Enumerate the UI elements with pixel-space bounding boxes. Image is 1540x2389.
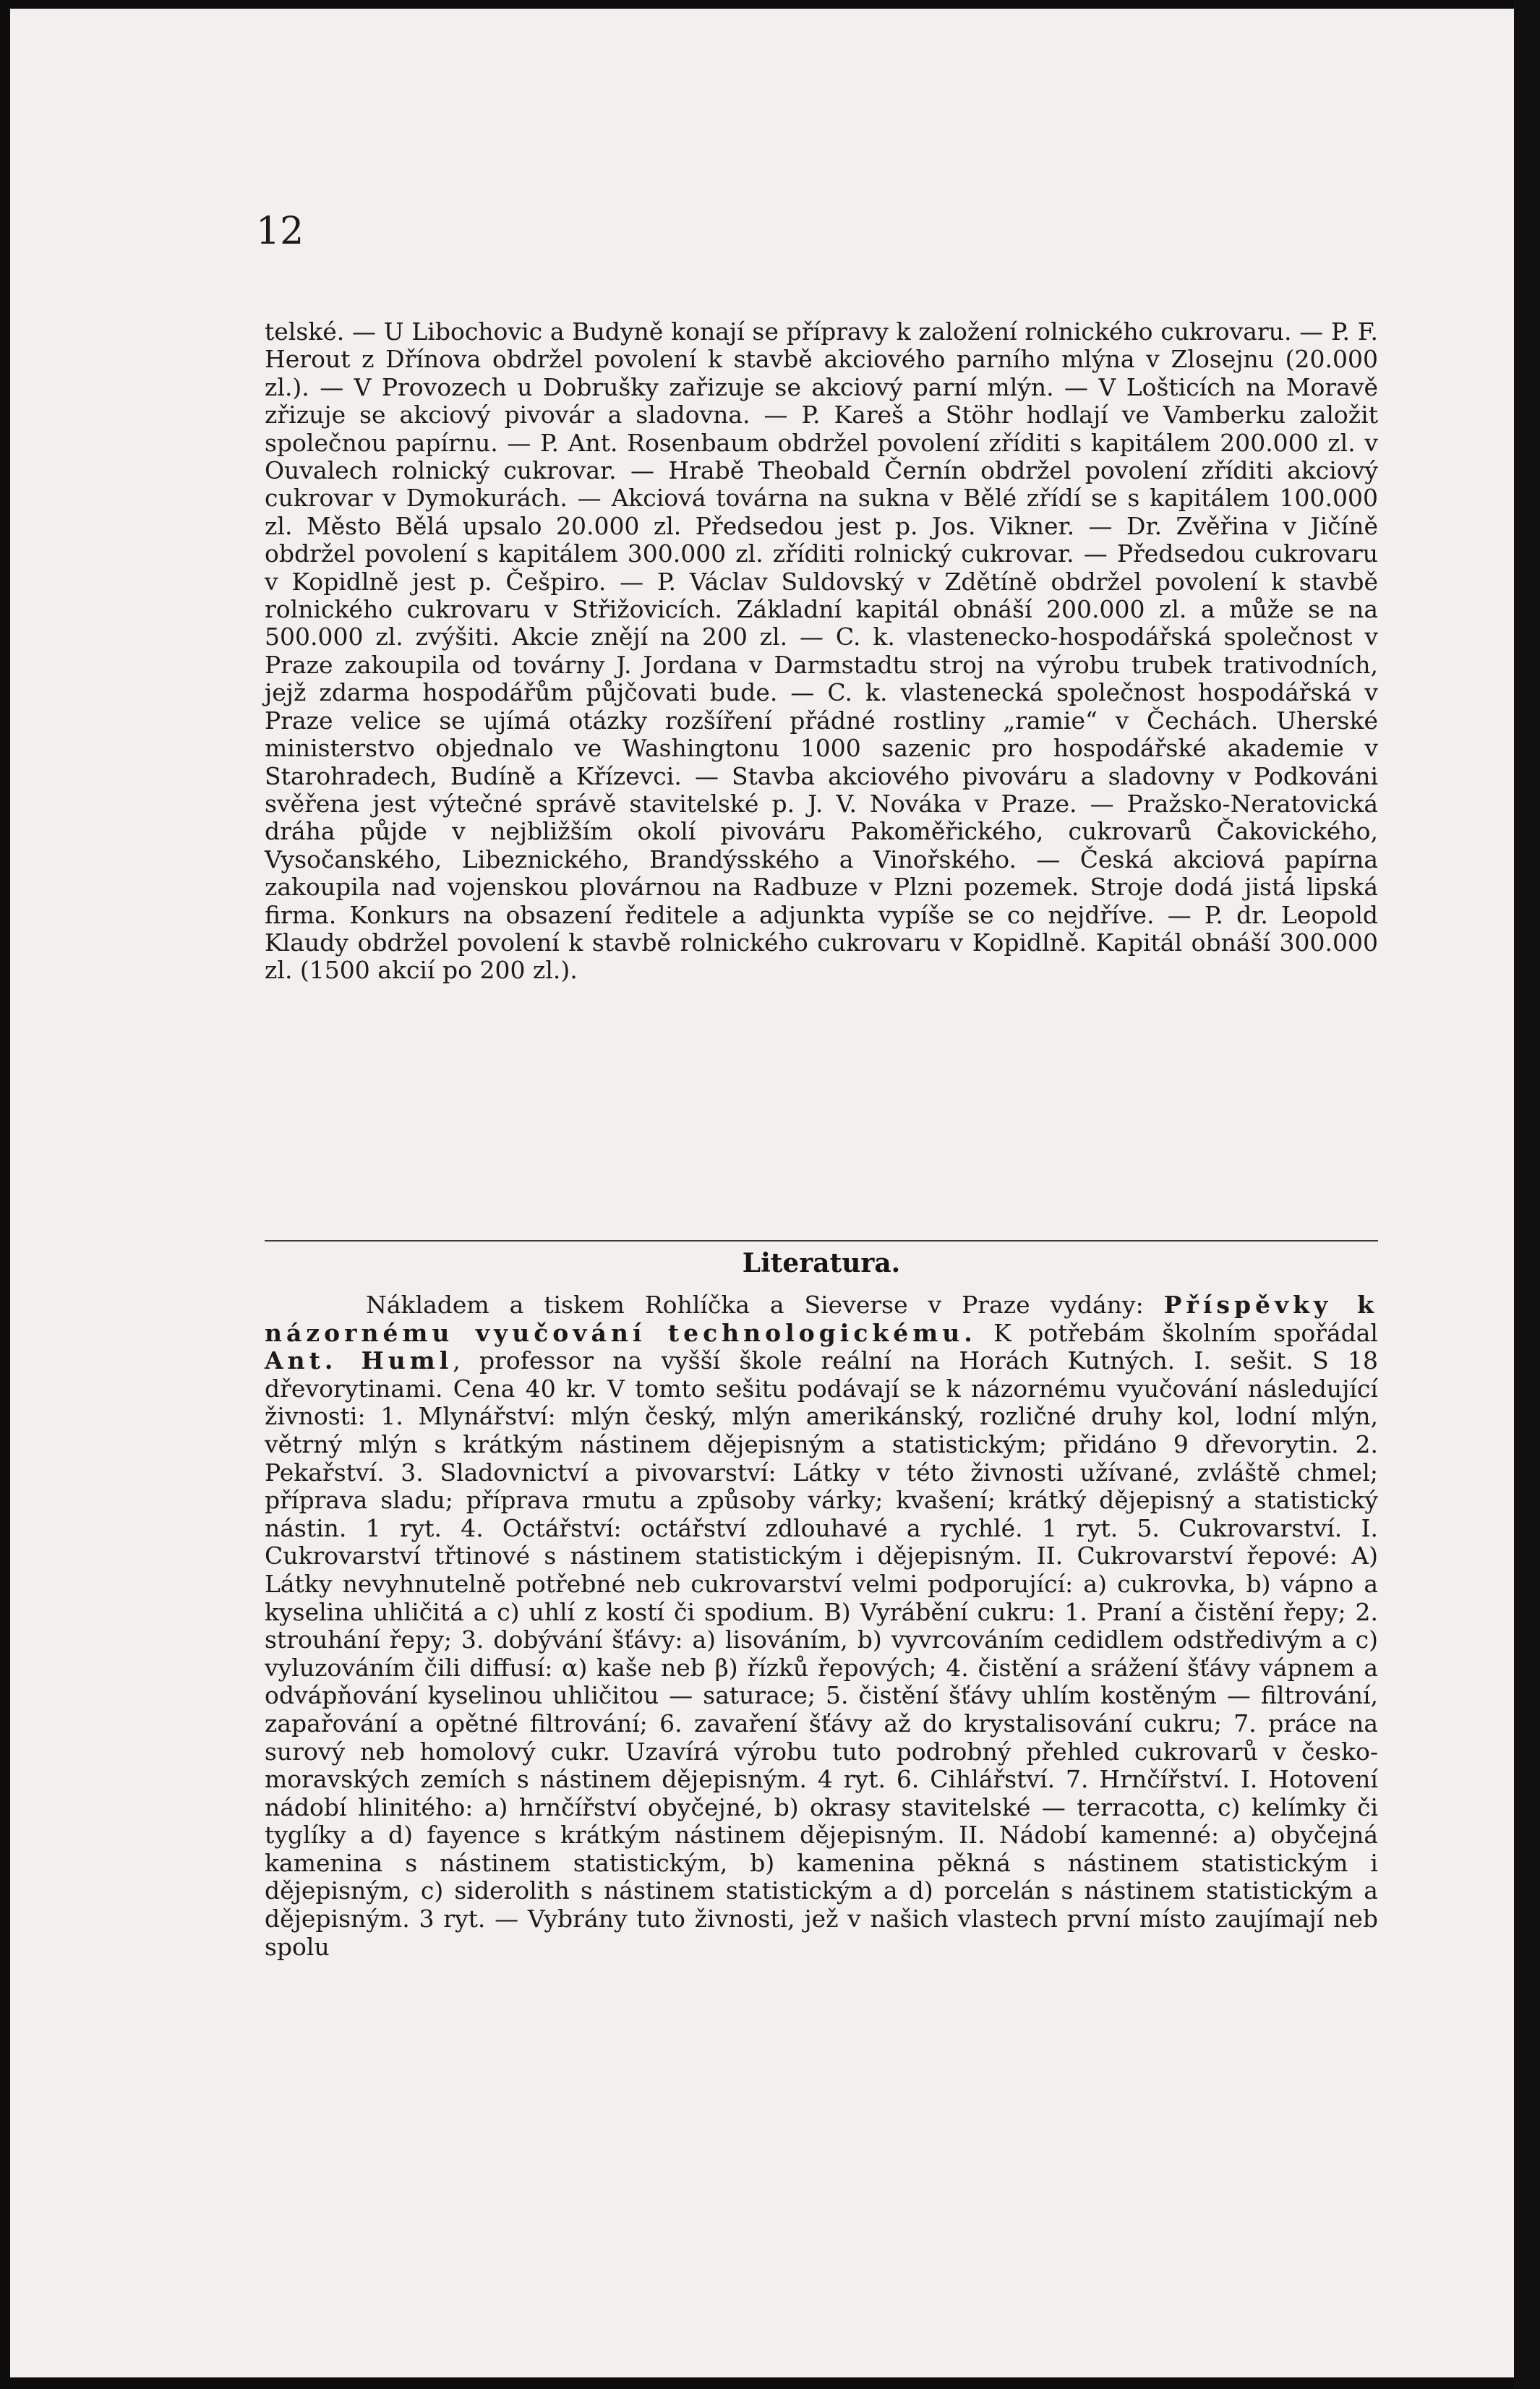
book-title: Příspěvky k názornému vyučování technologickému. (265, 1291, 1379, 1347)
news-column (265, 318, 1378, 985)
literature-paragraph (265, 1291, 1378, 1961)
news-paragraph: telské. — U Libochovic a Budyně konají se přípravy k založení rolnického cukrovaru. — P. F. Herout z Dřínova obdržel povolení k stavbě akciového parního mlýna v Zlosejnu (20.000 zl.). — V Provozech u Dobrušky zařizuje se akciový parní mlýn. — V Lošticích na Moravě zřizuje se akciový pivovár a sladovna. — P. Kareš a Stöhr hodlají ve Vamberku založit společnou papírnu. — P. Ant. Rosenbaum obdržel povolení zříditi s kapitálem 200.000 zl. v Ouvalech rolnický cukrovar. — Hrabě Theobald Černín obdržel povolení zříditi akciový cukrovar v Dymokurách. — Akciová továrna na sukna v Bělé zřídí se s kapitálem 100.000 zl. Město Bělá upsalo 20.000 zl. Předsedou jest p. Jos. Vikner. — Dr. Zvěřina v Jičíně obdržel povolení s kapitálem 300.000 zl. zříditi rolnický cukrovar. — Předsedou cukrovaru v Kopidlně jest p. Češpiro. — P. Václav Suldovský v Zdětíně obdržel povolení k stavbě rolnického cukrovaru v Střižovicích. Základní kapitál obnáší 200.000 zl. a může se na 500.000 zl. zvýšiti. Akcie znějí na 200 zl. — C. k. vlastenecko-hospodářská společnost v Praze zakoupila od továrny J. Jordana v Darmstadtu stroj na výrobu trubek trativodních, jejž zdarma hospodářům půjčovati bude. — C. k. vlastenecká společnost hospodářská v Praze velice se ujímá otázky rozšíření přádné rostliny „ramie“ v Čechách. Uherské ministerstvo objednalo ve Washingtonu 1000 sazenic pro hospodářské akademie v Starohradech, Budíně a Křízevci. — Stavba akciového pivováru a sladovny v Podkováni svěřena jest výtečné správě stavitelské p. J. V. Nováka v Praze. — Pražsko-Neratovická dráha půjde v nejbližším okolí pivováru Pakoměřického, cukrovarů Čakovického, Vysočanského, Libeznického, Brandýsského a Vinořského. — Česká akciová papírna zakoupila nad vojenskou plovárnou na Radbuze v Plzni pozemek. Stroje dodá jistá lipská firma. Konkurs na obsazení ředitele a adjunkta vypíše se co nejdříve. — P. dr. Leopold Klaudy obdržel povolení k stavbě rolnického cukrovaru v Kopidlně. Kapitál obnáší 300.000 zl. (1500 akcií po 200 zl.). (265, 317, 1378, 985)
scan-edge (1514, 0, 1540, 2389)
section-divider (265, 1240, 1378, 1241)
literature-column (265, 1291, 1378, 1961)
author-lead: K potřebám školním spořádal (976, 1318, 1378, 1347)
literature-intro: Nákladem a tiskem Rohlíčka a Sieverse v Praze vydány: (366, 1291, 1164, 1319)
section-heading: Literatura. (742, 1248, 901, 1278)
literature-body: , professor na vyšší škole reální na Horách Kutných. I. sešit. S 18 dřevorytinami. Cena 40 kr. V tomto sešitu podávají se k názornému vyučování následující živnosti: 1. Mlynářství: mlýn český, mlýn amerikánský, rozličné druhy kol, lodní mlýn, větrný mlýn s krátkým nástinem dějepisným a statistickým; přidáno 9 dřevorytin. 2. Pekařství. 3. Sladovnictví a pivovarství: Látky v této živnosti užívané, zvláště chmel; příprava sladu; příprava rmutu a způsoby várky; kvašení; krátký dějepisný a statistický nástin. 1 ryt. 4. Octářství: octářství zdlouhavé a rychlé. 1 ryt. 5. Cukrovarství. I. Cukrovarství třtinové s nástinem statistickým i dějepisným. II. Cukrovarství řepové: A) Látky nevyhnutelně potřebné neb cukrovarství velmi podporující: a) cukrovka, b) vápno a kyselina uhličitá a c) uhlí z kostí či spodium. B) Vyrábění cukru: 1. Praní a čistění řepy; 2. strouhání řepy; 3. dobývání šťávy: a) lisováním, b) vyvrcováním cedidlem odstředivým a c) vyluzováním čili diffusí: α) kaše neb β) řízků řepových; 4. čistění a srážení šťávy vápnem a odvápňování kyselinou uhličitou — saturace; 5. čistění šťávy uhlím kostěným — filtrování, zapařování a opětné filtrování; 6. zavaření šťávy až do krystalisování cukru; 7. práce na surový neb homolový cukr. Uzavírá výrobu tuto podrobný přehled cukrovarů v česko-moravských zemích s nástinem dějepisným. 4 ryt. 6. Cihlářství. 7. Hrnčířství. I. Hotovení nádobí hlinitého: a) hrnčířství obyčejné, b) okrasy stavitelské — terracotta, c) kelímky či tyglíky a d) fayence s krátkým nástinem dějepisným. II. Nádobí kamenné: a) obyčejná kamenina s nástinem statistickým, b) kamenina pěkná s nástinem statistickým i dějepisným, c) siderolith s nástinem statistickým a d) porcelán s nástinem statistickým a dějepisným. 3 ryt. — Vybrány tuto živnosti, jež v našich vlastech první místo zaujímají neb spolu (265, 1346, 1378, 1961)
author-name: Ant. Huml (265, 1346, 453, 1375)
page-number: 12 (256, 210, 304, 253)
